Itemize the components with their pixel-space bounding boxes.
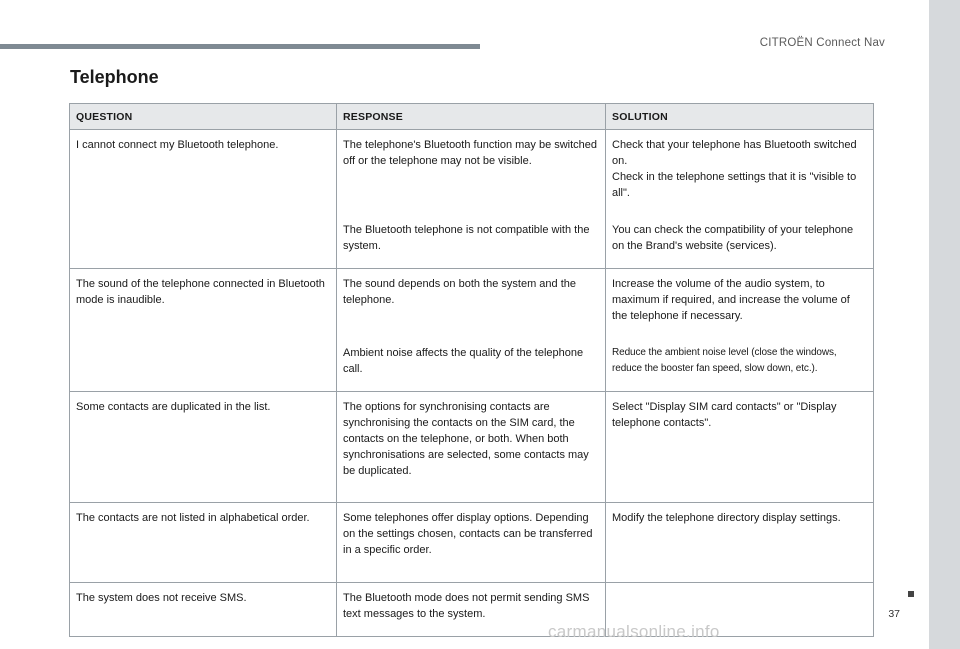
response-cell: The telephone's Bluetooth function may be switched off or the telephone may not be visible.	[337, 130, 606, 216]
response-cell: Ambient noise affects the quality of the telephone call.	[337, 338, 606, 392]
watermark-text: carmanualsonline.info	[548, 622, 720, 641]
response-cell: The Bluetooth mode does not permit sending SMS text messages to the system.	[337, 583, 606, 637]
column-header-solution: SOLUTION	[606, 104, 874, 130]
troubleshooting-table	[69, 103, 874, 637]
table-row	[70, 269, 874, 339]
solution-cell: Modify the telephone directory display settings.	[606, 503, 874, 583]
response-cell: The options for synchronising contacts are synchronising the contacts on the SIM card, the contacts on the telephone, or both. When both synchronisations are selected, some contacts may be duplicated.	[337, 392, 606, 503]
response-cell: Some telephones offer display options. Depending on the settings chosen, contacts can be transferred in a specific order.	[337, 503, 606, 583]
solution-cell: Reduce the ambient noise level (close the windows, reduce the booster fan speed, slow down, etc.).	[606, 338, 874, 392]
question-cell: The sound of the telephone connected in Bluetooth mode is inaudible.	[70, 269, 337, 392]
brand-label: CITROËN Connect Nav	[759, 37, 885, 49]
question-cell: The system does not receive SMS.	[70, 583, 337, 637]
header-rule	[0, 44, 480, 49]
table-row	[70, 392, 874, 503]
solution-cell: You can check the compatibility of your telephone on the Brand's website (services).	[606, 215, 874, 269]
question-cell: Some contacts are duplicated in the list.	[70, 392, 337, 503]
solution-cell: Increase the volume of the audio system, to maximum if required, and increase the volume of the telephone if necessary.	[606, 269, 874, 339]
page-number: 37	[888, 608, 900, 620]
column-header-question: QUESTION	[70, 104, 337, 130]
table-row	[70, 503, 874, 583]
page-title: Telephone	[70, 67, 159, 87]
page-side-bar	[929, 0, 960, 649]
solution-cell: Select "Display SIM card contacts" or "Display telephone contacts".	[606, 392, 874, 503]
response-cell: The sound depends on both the system and the telephone.	[337, 269, 606, 339]
response-cell: The Bluetooth telephone is not compatible with the system.	[337, 215, 606, 269]
page-marker-square	[908, 591, 914, 597]
table-header-row	[70, 104, 874, 130]
question-cell: I cannot connect my Bluetooth telephone.	[70, 130, 337, 269]
table-row	[70, 130, 874, 216]
column-header-response: RESPONSE	[337, 104, 606, 130]
question-cell: The contacts are not listed in alphabetical order.	[70, 503, 337, 583]
table-row	[70, 583, 874, 637]
solution-cell: Check that your telephone has Bluetooth switched on. Check in the telephone settings that it is "visible to all".	[606, 130, 874, 216]
